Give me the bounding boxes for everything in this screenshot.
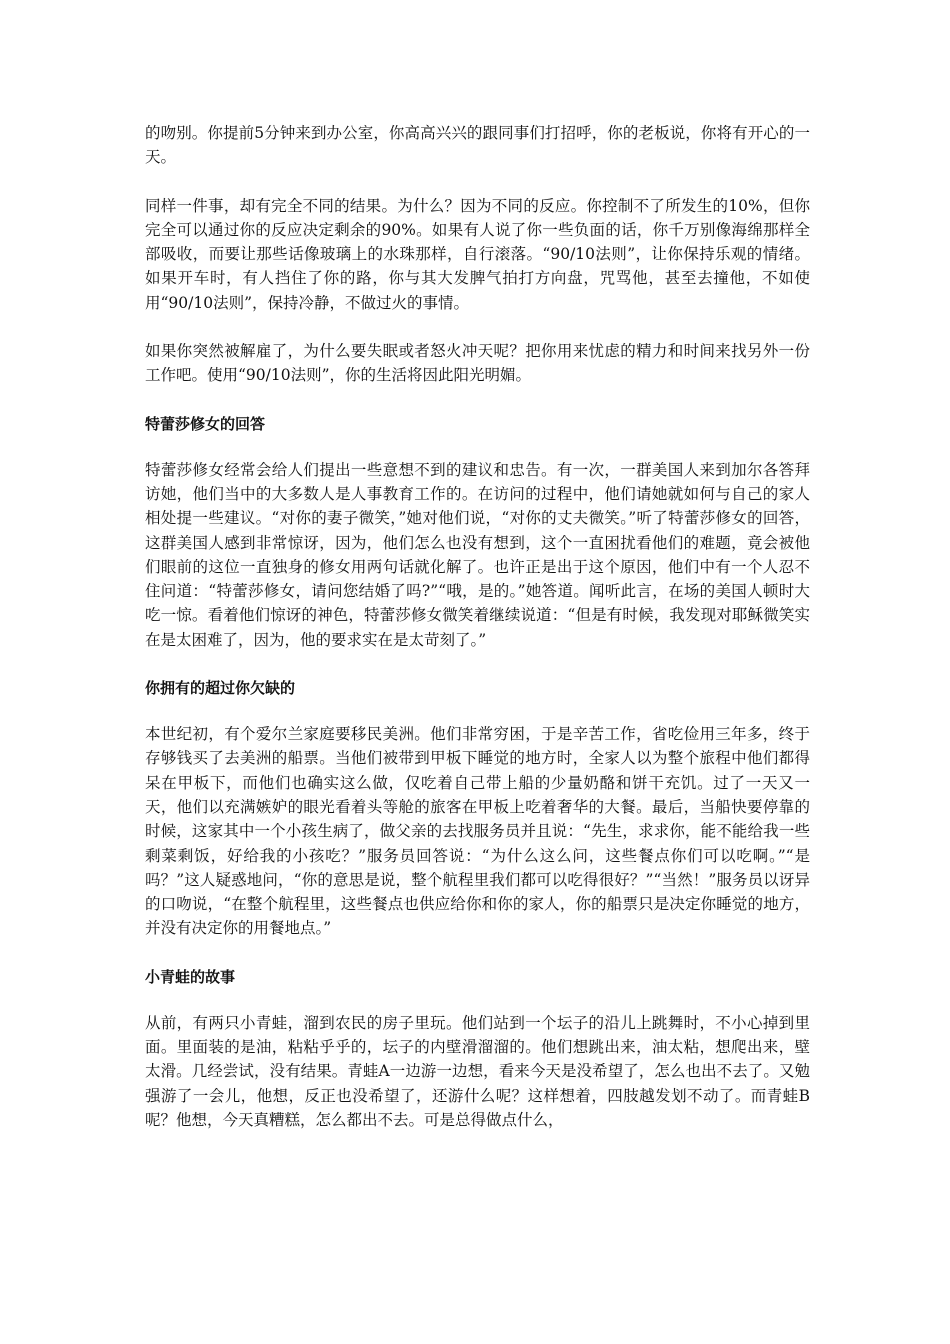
section-heading-what-you-have: 你拥有的超过你欠缺的	[145, 679, 296, 698]
section-heading-mother-teresa: 特蕾莎修女的回答	[145, 414, 266, 433]
paragraph-mother-teresa: 特蕾莎修女经常会给人们提出一些意想不到的建议和忠告。有一次，一群美国人来到加尔各答拜访她，他们当中的大多数人是人事教育工作的。在访问的过程中，他们请她就如何与自己的家人相处提一些建议。“对你的妻子微笑，”她对他们说，“对你的丈夫微笑。”听了特蕾莎修女的回答，这群美国人感到非常惊讶，因为，他们怎么也没有想到，这个一直困扰看他们的难题，竟会被他们眼前的这位一直独身的修女用两句话就化解了。也许正是出于这个原因，他们中有一个人忍不住问道：“特蕾莎修女，请问您结婚了吗?”“哦，是的。”她答道。闻听此言，在场的美国人顿时大吃一惊。看着他们惊讶的神色，特蕾莎修女微笑着继续说道：“但是有时候，我发现对耶稣微笑实在是太困难了，因为，他的要求实在是太苛刻了。”	[145, 460, 810, 649]
section-heading-little-frog: 小青蛙的故事	[145, 967, 236, 986]
document-page	[145, 121, 810, 1156]
paragraph-fired: 如果你突然被解雇了，为什么要失眠或者怒火冲天呢？把你用来忧虑的精力和时间来找另外一份工作吧。使用“90/10法则”，你的生活将因此阳光明媚。	[145, 342, 810, 385]
paragraph-intro-ending: 的吻别。你提前5分钟来到办公室，你高高兴兴的跟同事们打招呼，你的老板说，你将有开心的一天。	[145, 124, 810, 167]
paragraph-little-frogs: 从前，有两只小青蛙，溜到农民的房子里玩。他们站到一个坛子的沿儿上跳舞时，不小心掉到里面。里面装的是油，粘粘乎乎的，坛子的内壁滑溜溜的。他们想跳出来，油太粘，想爬出来，壁太滑。几经尝试，没有结果。青蛙A一边游一边想，看来今天是没希望了，怎么也出不去了。又勉强游了一会儿，他想，反正也没希望了，还游什么呢？这样想着，四肢越发划不动了。而青蛙B呢？他想，今天真糟糕，怎么都出不去。可是总得做点什么，	[145, 1013, 810, 1129]
paragraph-90-10-rule: 同样一件事，却有完全不同的结果。为什么？因为不同的反应。你控制不了所发生的10%，但你完全可以通过你的反应决定剩余的90%。如果有人说了你一些负面的话，你千万别像海绵那样全部吸收，而要让那些话像玻璃上的水珠那样，自行滚落。“90/10法则”，让你保持乐观的情绪。如果开车时，有人挡住了你的路，你与其大发脾气拍打方向盘，咒骂他，甚至去撞他，不如使用“90/10法则”，保持冷静，不做过火的事情。	[145, 196, 810, 312]
paragraph-irish-family: 本世纪初，有个爱尔兰家庭要移民美洲。他们非常穷困，于是辛苦工作，省吃俭用三年多，终于存够钱买了去美洲的船票。当他们被带到甲板下睡觉的地方时，全家人以为整个旅程中他们都得呆在甲板下，而他们也确实这么做，仅吃着自己带上船的少量奶酪和饼干充饥。过了一天又一天，他们以充满嫉妒的眼光看着头等舱的旅客在甲板上吃着奢华的大餐。最后，当船快要停靠的时候，这家其中一个小孩生病了，做父亲的去找服务员并且说：“先生，求求你，能不能给我一些剩菜剩饭，好给我的小孩吃？”服务员回答说：“为什么这么问，这些餐点你们可以吃啊。”“是吗？”这人疑惑地问，“你的意思是说，整个航程里我们都可以吃得很好？”“当然！”服务员以讶异的口吻说，“在整个航程里，这些餐点也供应给你和你的家人，你的船票只是决定你睡觉的地方，并没有决定你的用餐地点。”	[145, 725, 810, 938]
